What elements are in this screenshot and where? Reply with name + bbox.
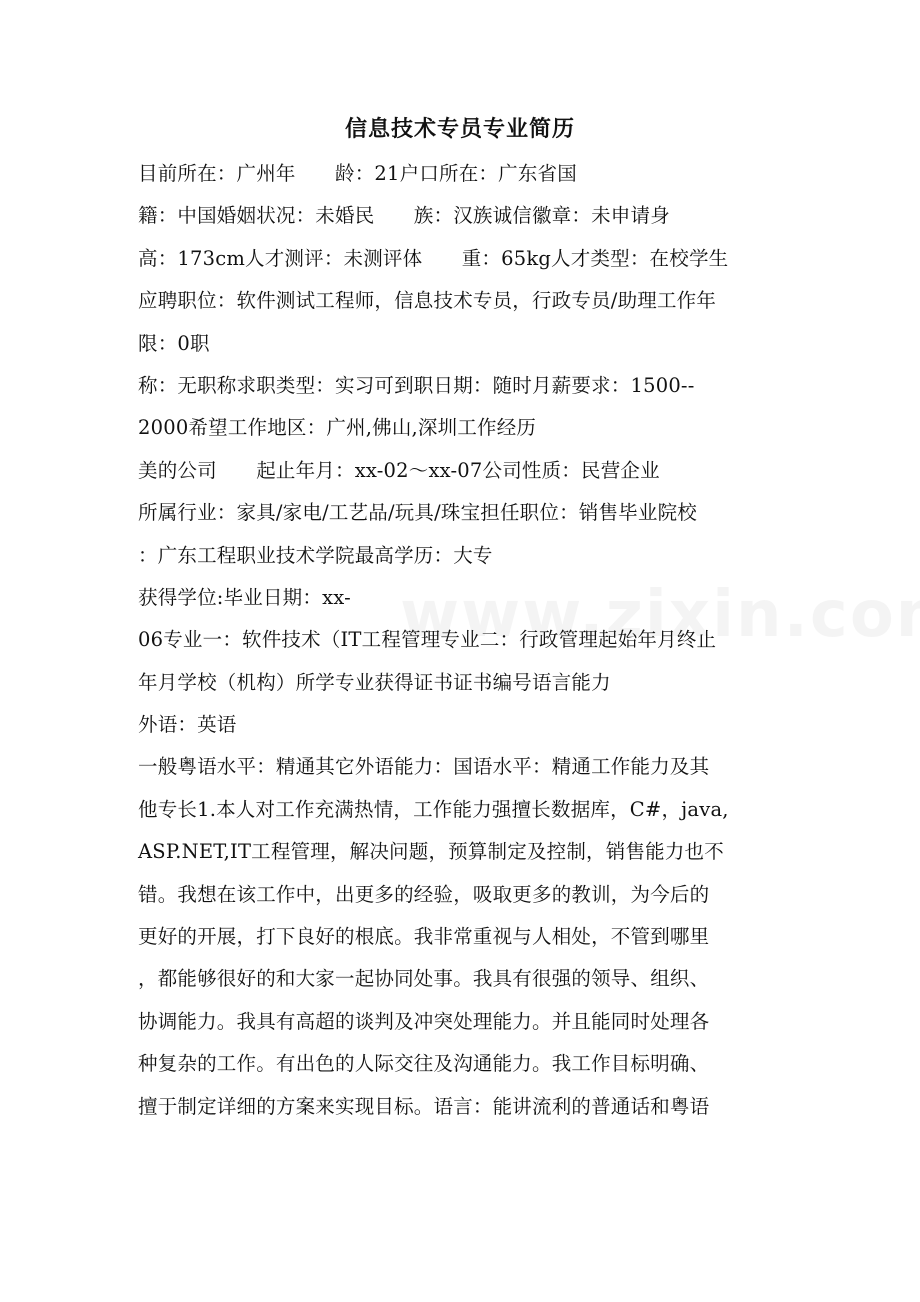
text-line: 高：173cm人才测评：未测评体 重：65kg人才类型：在校学生 [138,246,729,270]
page-title: 信息技术专员专业简历 [344,116,575,142]
text-line: 协调能力。我具有高超的谈判及冲突处理能力。并且能同时处理各 [138,1009,710,1033]
text-line: 年月学校（机构）所学专业获得证书证书编号语言能力 [138,670,611,694]
text-line: 籍：中国婚姻状况：未婚民 族：汉族诚信徽章：未申请身 [138,204,670,228]
text-line: 更好的开展，打下良好的根底。我非常重视与人相处，不管到哪里 [138,925,710,949]
text-line: 一般粤语水平：精通其它外语能力：国语水平：精通工作能力及其 [138,755,710,779]
resume-body [138,158,788,1133]
text-line: 06专业一：软件技术（IT工程管理专业二：行政管理起始年月终止 [138,628,717,652]
text-line: ，都能够很好的和大家一起协同处事。我具有很强的领导、组织、 [138,967,710,991]
text-line: 获得学位:毕业日期：xx- [138,585,351,609]
text-line: 所属行业：家具/家电/工艺品/玩具/珠宝担任职位：销售毕业院校 [138,501,697,525]
text-line: 种复杂的工作。有出色的人际交往及沟通能力。我工作目标明确、 [138,1052,710,1076]
text-line: 2000希望工作地区：广州,佛山,深圳工作经历 [138,416,537,440]
text-line: 他专长1.本人对工作充满热情，工作能力强擅长数据库，C#，java, [138,797,729,821]
text-line: 美的公司 起止年月：xx-02～xx-07公司性质：民营企业 [138,458,660,482]
text-line: ：广东工程职业技术学院最高学历：大专 [138,543,493,567]
text-line: ASP.NET,IT工程管理，解决问题，预算制定及控制，销售能力也不 [138,840,724,864]
text-line: 错。我想在该工作中，出更多的经验，吸取更多的教训，为今后的 [138,882,710,906]
text-line: 目前所在：广州年 龄：21户口所在：广东省国 [138,162,577,185]
text-line: 擅于制定详细的方案来实现目标。语言：能讲流利的普通话和粤语 [138,1094,710,1118]
text-line: 外语：英语 [138,713,237,737]
text-line: 限：0职 [138,331,210,355]
text-line: 应聘职位：软件测试工程师，信息技术专员，行政专员/助理工作年 [138,289,717,313]
text-line: 称：无职称求职类型：实习可到职日期：随时月薪要求：1500-- [138,373,695,397]
